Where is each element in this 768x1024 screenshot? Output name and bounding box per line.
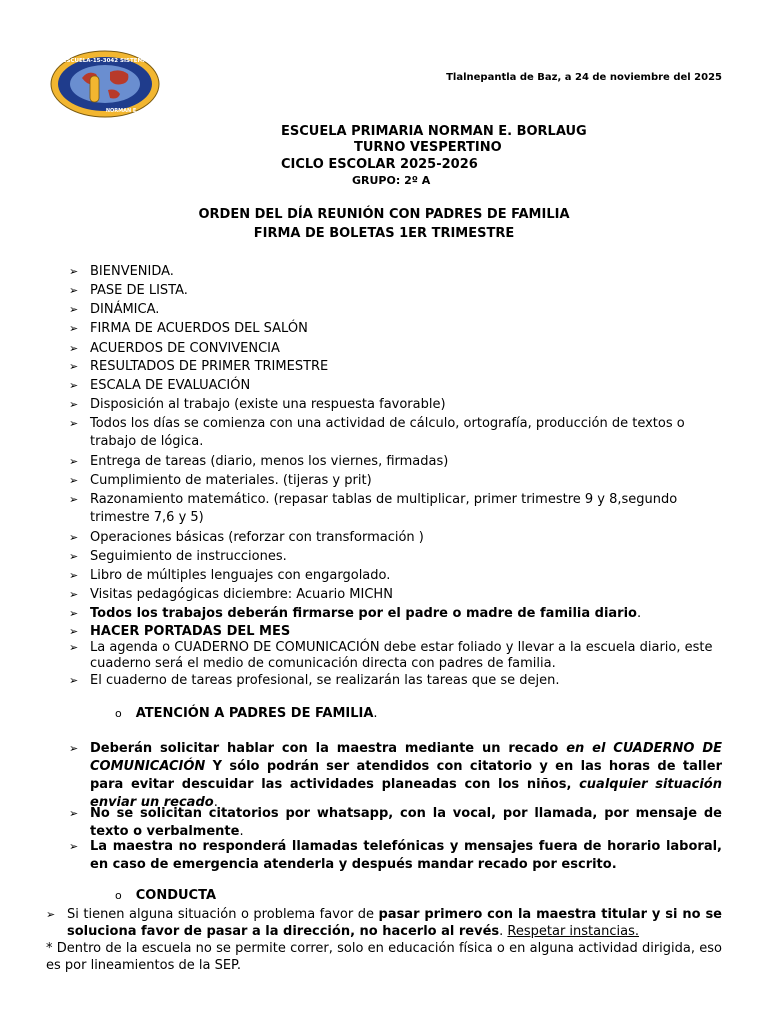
agenda-item: ➢ Entrega de tareas (diario, menos los viernes, firmadas) xyxy=(69,454,449,469)
arrow-bullet-icon: ➢ xyxy=(69,455,79,468)
agenda-item: ➢ PASE DE LISTA. xyxy=(69,283,188,298)
agenda-item: ➢ Operaciones básicas (reforzar con transformación ) xyxy=(69,530,424,545)
attention-paragraph: ➢ Deberán solicitar hablar con la maestra mediante un recado en el CUADERNO DE COMUNICACIÓN Y sólo podrán ser atendidos con citatorio y en las horas de taller para evitar descuidar las actividades planeadas con los niños, cualquier situación enviar un recado. xyxy=(69,741,723,810)
agenda-subtitle: FIRMA DE BOLETAS 1ER TRIMESTRE xyxy=(253,226,515,241)
circle-bullet-icon: o xyxy=(115,889,122,902)
arrow-bullet-icon: ➢ xyxy=(69,531,79,544)
agenda-item: ➢ La agenda o CUADERNO DE COMUNICACIÓN debe estar foliado y llevar a la escuela diario, este cuaderno será el medio de comunicación directa con padres de familia. xyxy=(69,640,713,671)
arrow-bullet-icon: ➢ xyxy=(69,398,79,411)
school-seal-logo xyxy=(50,50,160,118)
agenda-item: ➢ BIENVENIDA. xyxy=(69,264,174,279)
arrow-bullet-icon: ➢ xyxy=(69,807,79,820)
conduct-paragraph: ➢ Si tienen alguna situación o problema favor de pasar primero con la maestra titular y si no se soluciona favor de pasar a la dirección, no hacerlo al revés. Respetar instancias. xyxy=(46,907,722,939)
agenda-item: ➢ ACUERDOS DE CONVIVENCIA xyxy=(69,341,280,356)
conduct-note: * Dentro de la escuela no se permite correr, solo en educación física o en alguna actividad dirigida, eso es por lineamientos de la SEP. xyxy=(46,941,722,973)
arrow-bullet-icon: ➢ xyxy=(69,550,79,563)
agenda-item: ➢ Todos los días se comienza con una actividad de cálculo, ortografía, producción de textos o trabajo de lógica. xyxy=(69,416,685,449)
arrow-bullet-icon: ➢ xyxy=(69,742,79,755)
arrow-bullet-icon: ➢ xyxy=(69,588,79,601)
agenda-item: ➢ Visitas pedagógicas diciembre: Acuario MICHN xyxy=(69,587,393,602)
arrow-bullet-icon: ➢ xyxy=(69,417,79,430)
agenda-title: ORDEN DEL DÍA REUNIÓN CON PADRES DE FAMILIA xyxy=(198,207,570,222)
agenda-item-bold: ➢ Todos los trabajos deberán firmarse por el padre o madre de familia diario. xyxy=(69,606,642,621)
seal-bottom-text: NORMAN E. xyxy=(105,108,139,114)
shift-line: TURNO VESPERTINO xyxy=(354,140,502,155)
arrow-bullet-icon: ➢ xyxy=(69,342,79,355)
arrow-bullet-icon: ➢ xyxy=(69,322,79,335)
agenda-item: ➢ DINÁMICA. xyxy=(69,302,160,317)
arrow-bullet-icon: ➢ xyxy=(69,303,79,316)
arrow-bullet-icon: ➢ xyxy=(69,284,79,297)
agenda-item: ➢ Razonamiento matemático. (repasar tablas de multiplicar, primer trimestre 9 y 8,segundo trimestre 7,6 y 5) xyxy=(69,492,678,525)
attention-paragraph: ➢ La maestra no responderá llamadas telefónicas y mensajes fuera de horario laboral, en caso de emergencia atenderla y después mandar recado por escrito. xyxy=(69,839,722,872)
attention-paragraph: ➢ No se solicitan citatorios por whatsapp, con la vocal, por llamada, por mensaje de texto o verbalmente. xyxy=(69,806,722,839)
agenda-item: ➢ RESULTADOS DE PRIMER TRIMESTRE xyxy=(69,359,329,374)
agenda-item: ➢ Disposición al trabajo (existe una respuesta favorable) xyxy=(69,397,446,412)
arrow-bullet-icon: ➢ xyxy=(69,474,79,487)
agenda-item: ➢ FIRMA DE ACUERDOS DEL SALÓN xyxy=(69,321,308,336)
arrow-bullet-icon: ➢ xyxy=(69,379,79,392)
agenda-item: ➢ El cuaderno de tareas profesional, se realizarán las tareas que se dejen. xyxy=(69,673,560,688)
agenda-item: ➢ Cumplimiento de materiales. (tijeras y prit) xyxy=(69,473,372,488)
circle-bullet-icon: o xyxy=(115,707,122,720)
arrow-bullet-icon: ➢ xyxy=(69,607,79,620)
arrow-bullet-icon: ➢ xyxy=(69,674,79,687)
section-conduct: o CONDUCTA xyxy=(115,888,217,903)
school-name: ESCUELA PRIMARIA NORMAN E. BORLAUG xyxy=(281,124,587,139)
agenda-item: ➢ Seguimiento de instrucciones. xyxy=(69,549,287,564)
arrow-bullet-icon: ➢ xyxy=(69,641,79,654)
arrow-bullet-icon: ➢ xyxy=(69,569,79,582)
arrow-bullet-icon: ➢ xyxy=(69,625,79,638)
agenda-item: ➢ Libro de múltiples lenguajes con engargolado. xyxy=(69,568,391,583)
agenda-item-bold: ➢ HACER PORTADAS DEL MES xyxy=(69,624,291,639)
arrow-bullet-icon: ➢ xyxy=(69,360,79,373)
agenda-item: ➢ ESCALA DE EVALUACIÓN xyxy=(69,378,251,393)
seal-top-text: ESCUELA-15-3042 SISTEMA xyxy=(62,58,148,64)
date-line: Tlalnepantla de Baz, a 24 de noviembre del 2025 xyxy=(446,72,722,83)
cycle-line: CICLO ESCOLAR 2025-2026 xyxy=(281,157,478,172)
arrow-bullet-icon: ➢ xyxy=(69,493,79,506)
arrow-bullet-icon: ➢ xyxy=(69,840,79,853)
arrow-bullet-icon: ➢ xyxy=(46,908,56,921)
section-attention: o ATENCIÓN A PADRES DE FAMILIA. xyxy=(115,706,378,721)
arrow-bullet-icon: ➢ xyxy=(69,265,79,278)
group-line: GRUPO: 2º A xyxy=(352,174,431,187)
